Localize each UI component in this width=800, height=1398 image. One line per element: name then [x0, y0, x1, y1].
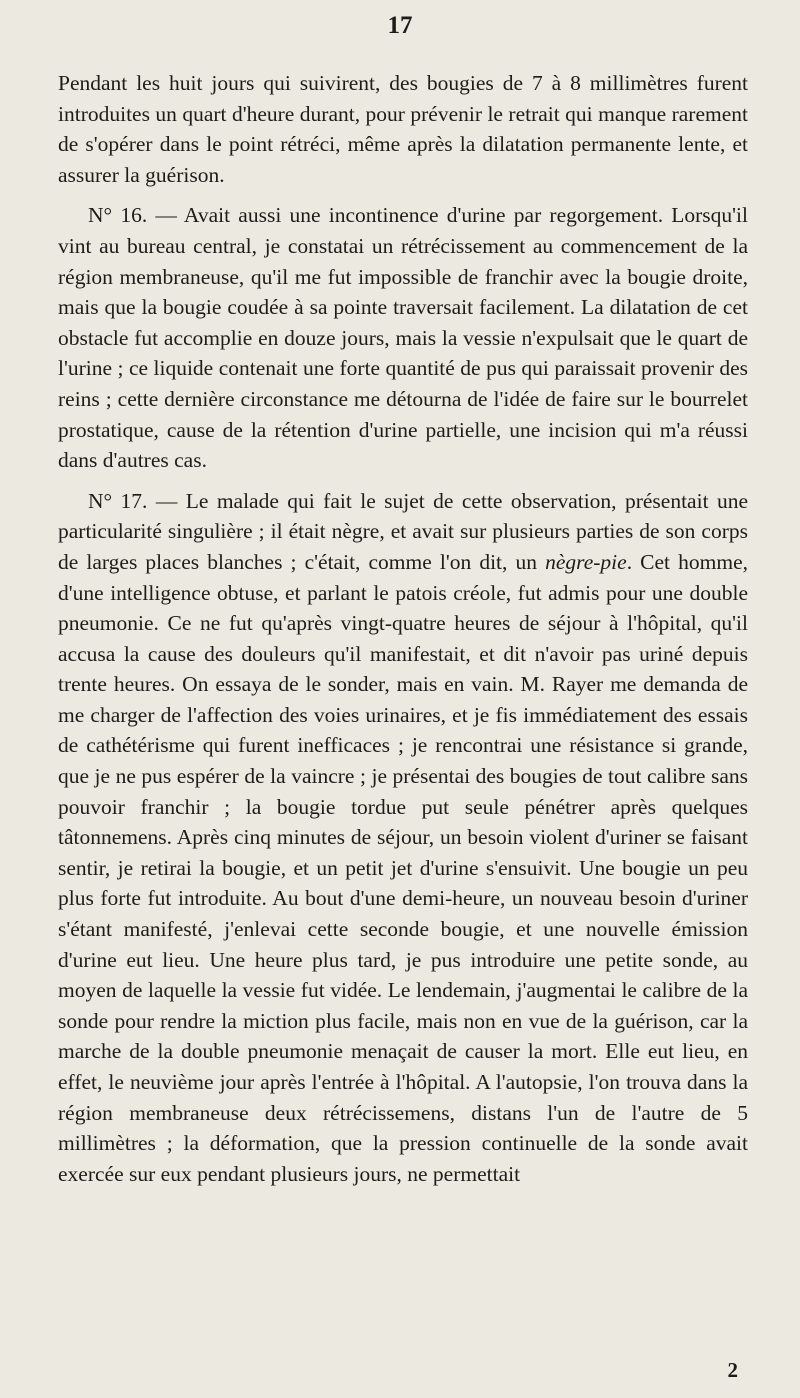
paragraph-observation-17-end: . Cet homme, d'une intelligence obtuse, et parlant le patois créole, fut admis pour une double pneumonie. Ce ne fut qu'après vingt-quatre heures de séjour à l'hôpital, qu'il accusa la cause des douleurs qu'il manifestait, et dit n'avoir pas uriné depuis trente heures. On essaya de le sonder, mais en vain. M. Rayer me demanda de me charger de l'affection des voies urinaires, et je fis immédiatement des essais de cathétérisme qui furent inefficaces ; je rencontrai une résistance si grande, que je ne pus espérer de la vaincre ; je présentai des bougies de tout calibre sans pouvoir franchir ; la bougie tordue put seule pénétrer après quelques tâtonnemens. Après cinq minutes de séjour, un besoin violent d'uriner se faisant sentir, je retirai la bougie, et un petit jet d'urine s'ensuivit. Une bougie un peu plus forte fut introduite. Au bout d'une demi-heure, un nouveau besoin d'uriner s'étant manifesté, j'enlevai cette seconde bougie, et une nouvelle émission d'urine eut lieu. Une heure plus tard, je pus introduire une petite sonde, au moyen de laquelle la vessie fut vidée. Le lendemain, j'augmentai le calibre de la sonde pour rendre la miction plus facile, mais non en vue de la guérison, car la marche de la double pneumonie menaçait de causer la mort. Elle eut lieu, en effet, le neuvième jour après l'entrée à l'hôpital. A l'autopsie, l'on trouva dans la région membraneuse deux rétrécissemens, distans l'un de l'autre de 5 millimètres ; la déformation, que la pression continuelle de la sonde avait exercée sur eux pendant plusieurs jours, ne permettait — [58, 549, 748, 1186]
paragraph-continuation: Pendant les huit jours qui suivirent, des bougies de 7 à 8 millimètres furent introduites un quart d'heure durant, pour prévenir le retrait qui manque rarement de s'opérer dans le point rétréci, même après la dilatation permanente lente, et assurer la guérison. — [58, 71, 748, 187]
printer-signature-mark: 2 — [727, 1358, 738, 1382]
paragraph-observation-17 — [58, 486, 748, 1190]
body-text — [58, 68, 748, 1189]
paragraph-observation-17-start: N° 17. — Le malade qui fait le sujet de cette observation, présentait une particularité singulière ; il était nègre, et avait sur plusieurs parties de son corps de larges places blanches ; c'était, comme l'on dit, un — [58, 488, 748, 574]
italic-term-negre-pie: nègre-pie — [545, 549, 627, 574]
page-number: 17 — [387, 12, 413, 39]
paragraph-observation-16: N° 16. — Avait aussi une incontinence d'urine par regorgement. Lorsqu'il vint au bureau central, je constatai un rétrécissement au commencement de la région membraneuse, qu'il me fut impossible de franchir avec la bougie droite, mais que la bougie coudée à sa pointe traversait facilement. La dilatation de cet obstacle fut accomplie en douze jours, mais la vessie n'expulsait que le quart de l'urine ; ce liquide contenait une forte quantité de pus qui paraissait provenir des reins ; cette dernière circonstance me détourna de l'idée de faire sur le bourrelet prostatique, cause de la rétention d'urine partielle, une incision qui m'a réussi dans d'autres cas. — [58, 203, 748, 473]
